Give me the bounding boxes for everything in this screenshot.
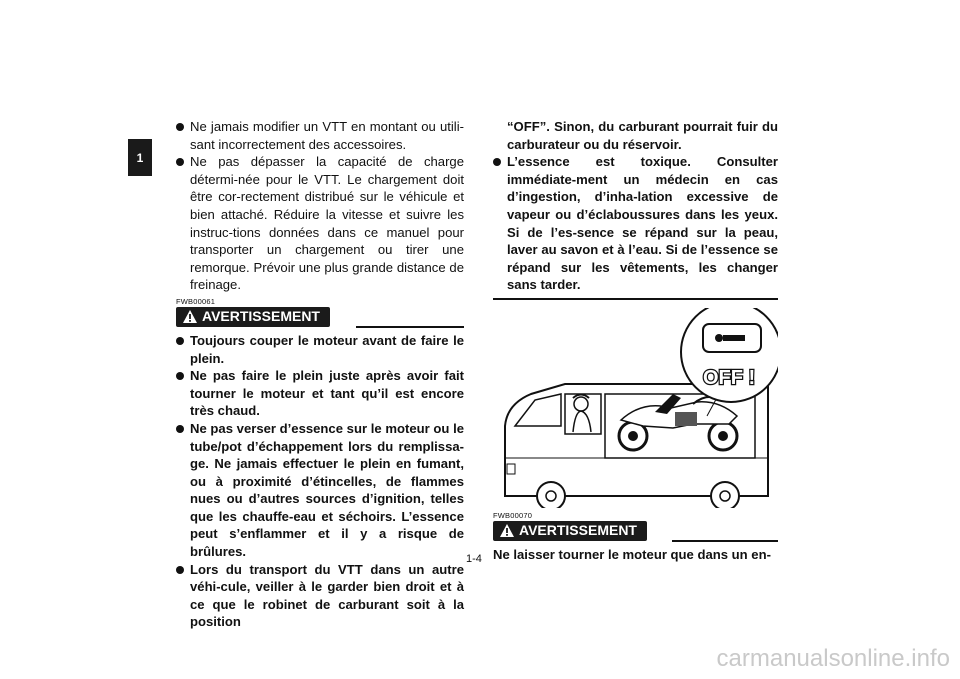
warning-rule [672, 540, 778, 542]
bullet-item: Ne pas dépasser la capacité de charge détermi-née pour le VTT. Le chargement doit être cor-rectement distribué sur le véhicule et bien attaché. Réduire la vitesse et suivre les instruc-tions données dans ce manuel pour transporter un chargement ou tirer une remorque. Prévoir une plus grande distance de freinage. [176, 153, 464, 294]
warning-code: FWB00070 [493, 510, 533, 520]
warning-bullet: Ne pas verser d’essence sur le moteur ou le tube/pot d’échappement lors du remplissa-ge. Ne jamais effectuer le plein en fumant, ou à proximité d’étincelles, de flammes nues ou d’autres sources d’ignition, telles que les chauffe-eau et séchoirs. L’essence peut s’enflammer et il y a risque de brûlures. [176, 420, 464, 561]
left-column [176, 118, 464, 631]
warning-badge [493, 521, 647, 541]
warning-end-rule [493, 298, 778, 300]
watermark: carmanualsonline.info [716, 645, 950, 672]
transport-illustration [493, 308, 778, 508]
warning-triangle-icon [182, 309, 198, 324]
warning-bullet: Lors du transport du VTT dans un autre véhi-cule, veiller à le garder bien droit et à ce que le robinet de carburant soit à la position [176, 561, 464, 631]
warning-header [493, 521, 778, 543]
warning-bullet: L’essence est toxique. Consulter immédiate-ment un médecin en cas d’ingestion, d’inha-lation excessive de vapeur ou d’éclaboussures dans les yeux. Si de l’es-sence se répand sur la peau, laver au savon et à l’eau. Si de l’essence se répand sur les vêtements, les changer sans tarder. [493, 153, 778, 294]
warning-badge [176, 307, 330, 327]
bullet-item: Ne jamais modifier un VTT en montant ou utili-sant incorrectement des accessoires. [176, 118, 464, 153]
van-with-atv-drawing [493, 308, 778, 508]
warning-triangle-icon [499, 523, 515, 538]
off-callout-text: OFF ! [703, 366, 756, 389]
warning-rule [356, 326, 464, 328]
warning-label: AVERTISSEMENT [202, 308, 320, 325]
warning-header [176, 307, 464, 329]
warning-label: AVERTISSEMENT [519, 522, 637, 539]
warning-continuation: “OFF”. Sinon, du carburant pourrait fuir du carburateur ou du réservoir. [507, 119, 778, 152]
page-number: 1-4 [466, 553, 482, 565]
warning-code: FWB00061 [176, 296, 216, 306]
chapter-tab: 1 [128, 139, 152, 176]
right-column [493, 118, 778, 564]
warning-text: Ne laisser tourner le moteur que dans un en- [493, 546, 771, 562]
warning-bullet: Toujours couper le moteur avant de faire le plein. [176, 332, 464, 367]
warning-bullet: Ne pas faire le plein juste après avoir fait tourner le moteur et tant qu’il est encore très chaud. [176, 367, 464, 420]
